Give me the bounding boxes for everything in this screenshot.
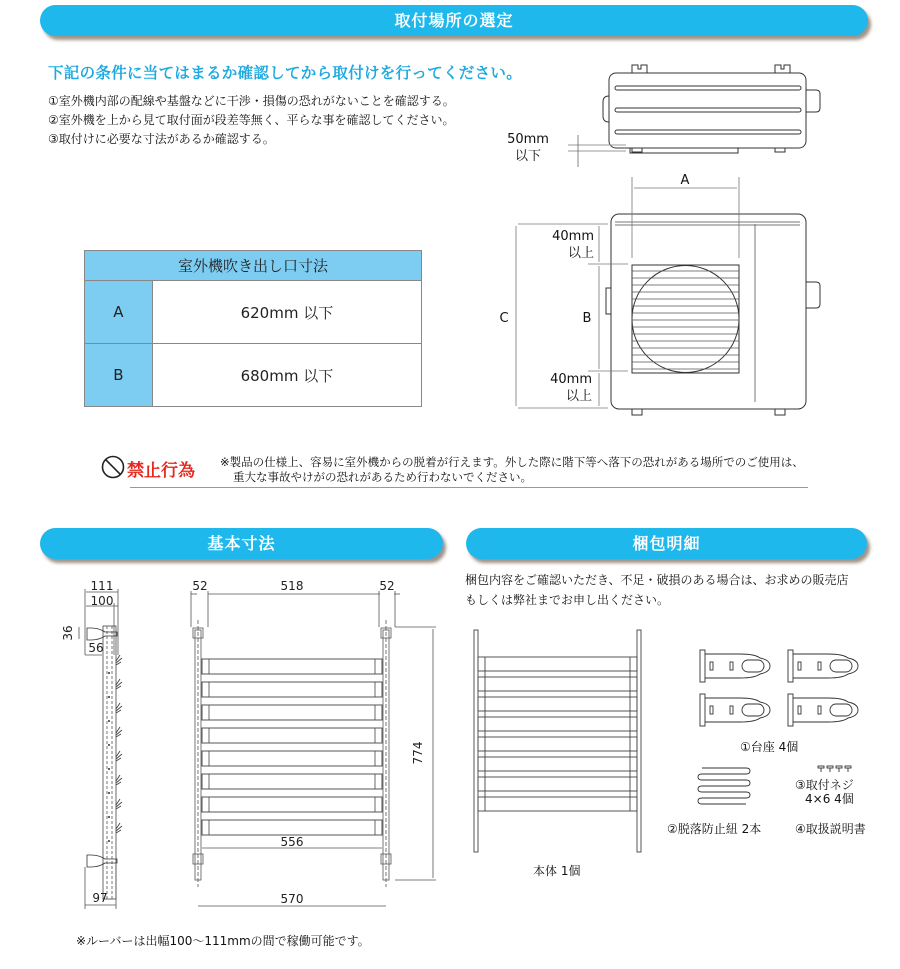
table-row: [85, 344, 422, 407]
dim-556: 556: [280, 835, 304, 849]
table-header: 室外機吹き出し口寸法: [85, 251, 422, 281]
section-title-packing: 梱包明細: [632, 534, 701, 553]
table-value-b: 680mm 以下: [152, 344, 421, 407]
condition-item: ①室外機内部の配線や基盤などに干渉・損傷の恐れがないことを確認する。: [48, 94, 455, 108]
table-key-a: A: [85, 281, 153, 344]
dim-52-right: 52: [379, 579, 395, 593]
packing-intro: 梱包内容をご確認いただき、不足・破損のある場合は、お求めの販売店 もしくは弊社までお申し出ください。: [465, 573, 849, 607]
basic-dimensions-drawing: [50, 575, 450, 915]
divider: [130, 487, 808, 488]
section-header-dimensions: [40, 528, 443, 559]
packing-item-strap: ②脱落防止紐 2本: [667, 822, 762, 836]
packing-item-screw: ③取付ネジ 4×6 4個: [795, 778, 854, 806]
louver-note: ※ルーバーは出幅100〜111mmの間で稼働可能です。: [76, 934, 370, 948]
packing-item-manual: ④取扱説明書: [795, 822, 866, 836]
dim-100: 100: [90, 594, 114, 608]
prohibited-icon: [101, 455, 125, 479]
condition-list: [48, 92, 455, 149]
packing-item-body: 本体 1個: [533, 864, 581, 878]
label-b: B: [582, 311, 592, 326]
section-header-packing: [466, 528, 867, 559]
dim-97: 97: [92, 891, 108, 905]
dim-52-left: 52: [192, 579, 208, 593]
upper-margin-label: 40mm 以上: [552, 229, 594, 261]
top-gap-label: 50mm 以下: [507, 132, 549, 164]
dim-774: 774: [411, 741, 425, 765]
section-title-dimensions: 基本寸法: [207, 534, 276, 553]
label-a: A: [680, 173, 690, 188]
dim-570: 570: [280, 892, 304, 906]
section-header-location: [40, 5, 868, 36]
dim-111: 111: [90, 579, 114, 593]
condition-item: ②室外機を上から見て取付面が段差等無く、平らな事を確認してください。: [48, 113, 455, 127]
table-row: [85, 281, 422, 344]
packing-item-base: ①台座 4個: [740, 740, 799, 754]
prohibited-title: 禁止行為: [127, 461, 195, 481]
label-c: C: [499, 311, 509, 326]
base-bracket: [700, 650, 770, 682]
prohibited-text: ※製品の仕様上、容易に室外機からの脱着が行えます。外した際に階下等へ落下の恐れがある場所でのご使用は、 重大な事故やけがの恐れがあるため行わないでください。: [220, 455, 804, 484]
lower-margin-label: 40mm 以上: [550, 372, 592, 404]
dim-36: 36: [61, 625, 75, 641]
condition-item: ③取付けに必要な寸法があるか確認する。: [48, 132, 275, 146]
section-title-location: 取付場所の選定: [394, 11, 514, 30]
table-key-b: B: [85, 344, 153, 407]
outlet-dimension-table: [84, 250, 422, 407]
location-lead-text: 下記の条件に当てはまるか確認してから取付けを行ってください。: [48, 64, 523, 82]
table-value-a: 620mm 以下: [152, 281, 421, 344]
dim-56: 56: [88, 641, 104, 655]
dim-518: 518: [280, 579, 304, 593]
packing-body-drawing: [470, 625, 650, 860]
